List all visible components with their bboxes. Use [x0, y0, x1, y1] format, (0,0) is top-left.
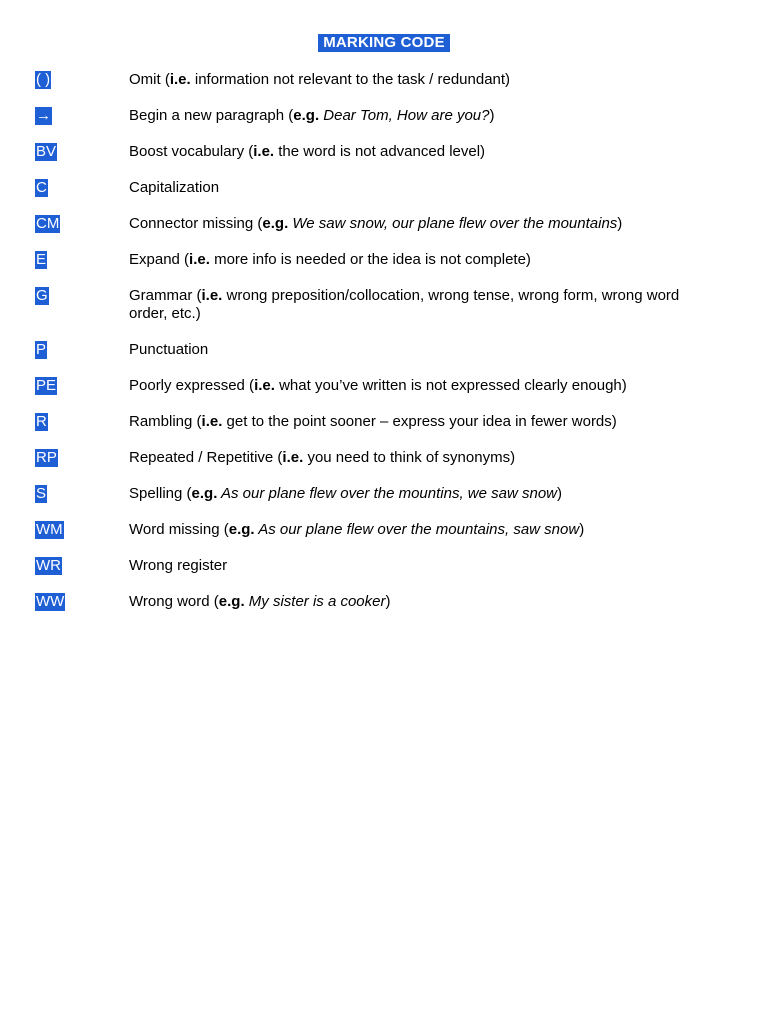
list-item: [35, 107, 725, 125]
code-badge: WR: [36, 557, 61, 574]
list-item: [35, 377, 725, 395]
code-badge: →: [36, 107, 51, 124]
code-badge: S: [36, 485, 47, 502]
code-description: Begin a new paragraph (e.g. Dear Tom, How are you?): [129, 107, 495, 124]
code-badge: WW: [36, 593, 65, 610]
code-description: Capitalization: [129, 179, 220, 196]
list-item: [35, 179, 725, 197]
code-description: Poorly expressed (i.e. what you’ve written is not expressed clearly enough): [129, 377, 627, 394]
code-badge: BV: [36, 143, 57, 160]
list-item: [35, 215, 725, 233]
code-badge: C: [36, 179, 47, 196]
list-item: [35, 71, 725, 89]
code-badge: ( ): [36, 71, 51, 88]
code-badge: RP: [36, 449, 57, 466]
code-description: Spelling (e.g. As our plane flew over the mountins, we saw snow): [129, 485, 562, 502]
code-description: Word missing (e.g. As our plane flew over the mountains, saw snow): [129, 521, 585, 538]
list-item: [35, 593, 725, 611]
list-item: [35, 143, 725, 161]
list-item: [35, 341, 725, 359]
code-description: Omit (i.e. information not relevant to the task / redundant): [129, 71, 511, 88]
list-item: [35, 413, 725, 431]
code-description: Punctuation: [129, 341, 209, 358]
marking-code-list: [35, 71, 725, 629]
list-item: [35, 449, 725, 467]
code-badge: P: [36, 341, 47, 358]
code-badge: CM: [36, 215, 60, 232]
code-description: Connector missing (e.g. We saw snow, our plane flew over the mountains): [129, 215, 623, 232]
code-badge: PE: [36, 377, 57, 394]
code-description: Repeated / Repetitive (i.e. you need to think of synonyms): [129, 449, 516, 466]
code-badge: R: [36, 413, 47, 430]
list-item: [35, 485, 725, 503]
list-item: [35, 251, 725, 269]
list-item: [35, 557, 725, 575]
code-description: Grammar (i.e. wrong preposition/collocation, wrong tense, wrong form, wrong word order, etc.): [129, 287, 680, 322]
code-description: Wrong word (e.g. My sister is a cooker): [129, 593, 391, 610]
code-badge: WM: [36, 521, 63, 538]
page-title: MARKING CODE: [318, 34, 450, 52]
list-item: [35, 287, 725, 323]
code-description: Boost vocabulary (i.e. the word is not advanced level): [129, 143, 486, 160]
list-item: [35, 521, 725, 539]
code-description: Rambling (i.e. get to the point sooner – express your idea in fewer words): [129, 413, 617, 430]
code-description: Wrong register: [129, 557, 228, 574]
code-badge: G: [36, 287, 48, 304]
code-description: Expand (i.e. more info is needed or the idea is not complete): [129, 251, 531, 268]
code-badge: E: [36, 251, 47, 268]
title-wrap: [0, 34, 768, 52]
